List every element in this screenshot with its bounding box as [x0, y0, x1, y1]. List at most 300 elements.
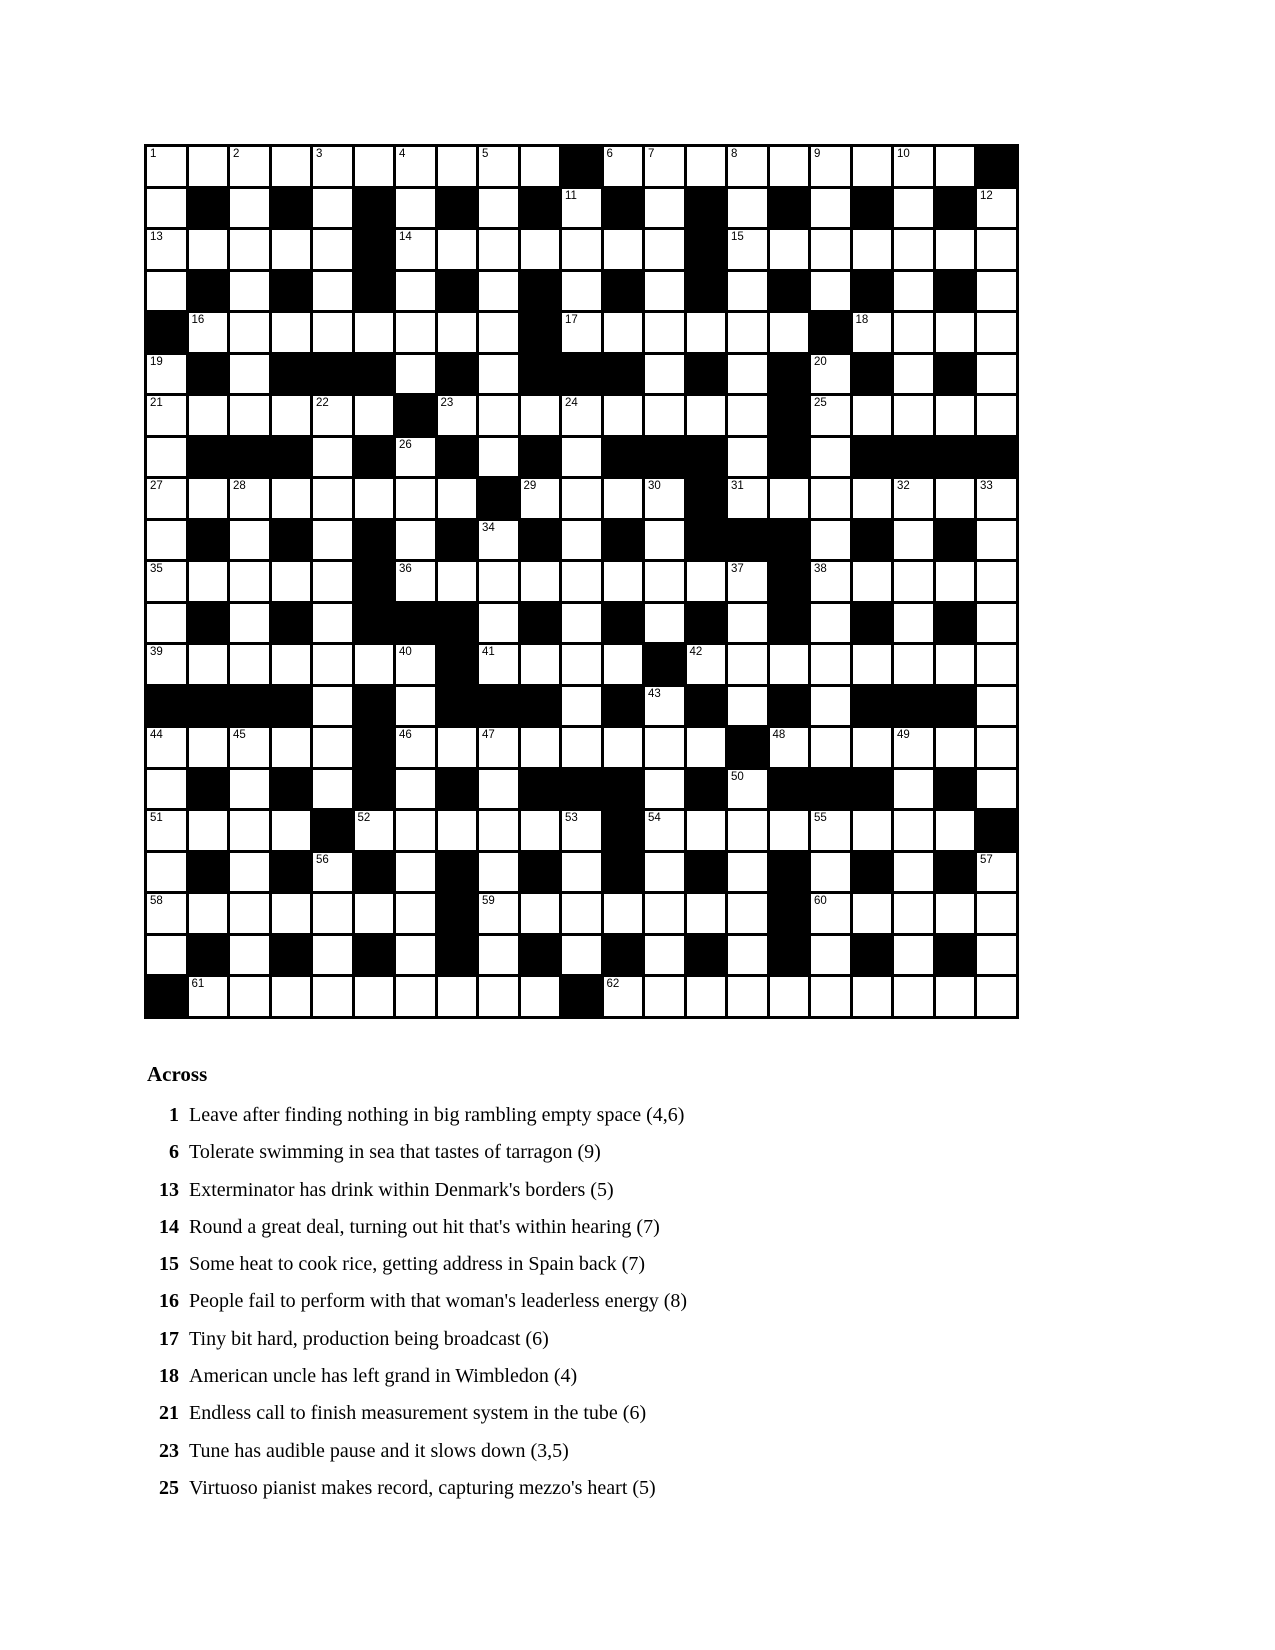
- grid-cell[interactable]: [853, 728, 892, 767]
- grid-cell[interactable]: [562, 479, 601, 518]
- grid-cell[interactable]: [811, 728, 850, 767]
- grid-cell[interactable]: [147, 230, 186, 269]
- grid-cell[interactable]: [396, 147, 435, 186]
- grid-cell[interactable]: [147, 562, 186, 601]
- grid-cell[interactable]: [313, 977, 352, 1016]
- grid-cell[interactable]: [894, 230, 933, 269]
- grid-cell[interactable]: [147, 189, 186, 228]
- grid-cell[interactable]: [479, 521, 518, 560]
- grid-cell[interactable]: [811, 521, 850, 560]
- grid-cell[interactable]: [811, 438, 850, 477]
- grid-cell[interactable]: [272, 230, 311, 269]
- grid-cell[interactable]: [977, 230, 1016, 269]
- grid-cell[interactable]: [811, 604, 850, 643]
- grid-cell[interactable]: [521, 562, 560, 601]
- grid-cell[interactable]: [479, 272, 518, 311]
- grid-cell[interactable]: [147, 479, 186, 518]
- grid-cell[interactable]: [230, 604, 269, 643]
- grid-cell[interactable]: [479, 894, 518, 933]
- grid-cell[interactable]: [189, 645, 228, 684]
- grid-cell[interactable]: [396, 355, 435, 394]
- grid-cell[interactable]: [189, 562, 228, 601]
- grid-cell[interactable]: [355, 977, 394, 1016]
- grid-cell[interactable]: [396, 853, 435, 892]
- grid-cell[interactable]: [977, 977, 1016, 1016]
- grid-cell[interactable]: [396, 313, 435, 352]
- grid-cell[interactable]: [687, 728, 726, 767]
- grid-cell[interactable]: [313, 272, 352, 311]
- grid-cell[interactable]: [521, 728, 560, 767]
- grid-cell[interactable]: [894, 936, 933, 975]
- grid-cell[interactable]: [936, 396, 975, 435]
- grid-cell[interactable]: [894, 355, 933, 394]
- grid-cell[interactable]: [355, 811, 394, 850]
- grid-cell[interactable]: [479, 770, 518, 809]
- grid-cell[interactable]: [396, 894, 435, 933]
- grid-cell[interactable]: [811, 977, 850, 1016]
- grid-cell[interactable]: [521, 894, 560, 933]
- grid-cell[interactable]: [894, 313, 933, 352]
- grid-cell[interactable]: [770, 230, 809, 269]
- grid-cell[interactable]: [977, 853, 1016, 892]
- grid-cell[interactable]: [313, 645, 352, 684]
- grid-cell[interactable]: [853, 977, 892, 1016]
- grid-cell[interactable]: [562, 272, 601, 311]
- grid-cell[interactable]: [811, 811, 850, 850]
- grid-cell[interactable]: [479, 230, 518, 269]
- grid-cell[interactable]: [521, 147, 560, 186]
- grid-cell[interactable]: [479, 562, 518, 601]
- grid-cell[interactable]: [521, 230, 560, 269]
- grid-cell[interactable]: [562, 438, 601, 477]
- grid-cell[interactable]: [604, 396, 643, 435]
- grid-cell[interactable]: [687, 562, 726, 601]
- grid-cell[interactable]: [687, 313, 726, 352]
- grid-cell[interactable]: [313, 230, 352, 269]
- grid-cell[interactable]: [313, 521, 352, 560]
- grid-cell[interactable]: [562, 521, 601, 560]
- grid-cell[interactable]: [811, 562, 850, 601]
- grid-cell[interactable]: [604, 728, 643, 767]
- grid-cell[interactable]: [521, 977, 560, 1016]
- grid-cell[interactable]: [977, 521, 1016, 560]
- grid-cell[interactable]: [728, 811, 767, 850]
- grid-cell[interactable]: [396, 189, 435, 228]
- grid-cell[interactable]: [811, 272, 850, 311]
- grid-cell[interactable]: [894, 811, 933, 850]
- grid-cell[interactable]: [272, 728, 311, 767]
- grid-cell[interactable]: [894, 479, 933, 518]
- grid-cell[interactable]: [604, 645, 643, 684]
- grid-cell[interactable]: [355, 313, 394, 352]
- grid-cell[interactable]: [396, 272, 435, 311]
- grid-cell[interactable]: [479, 853, 518, 892]
- grid-cell[interactable]: [687, 811, 726, 850]
- grid-cell[interactable]: [562, 604, 601, 643]
- grid-cell[interactable]: [728, 479, 767, 518]
- grid-cell[interactable]: [313, 936, 352, 975]
- grid-cell[interactable]: [272, 479, 311, 518]
- grid-cell[interactable]: [479, 604, 518, 643]
- grid-cell[interactable]: [894, 728, 933, 767]
- grid-cell[interactable]: [438, 396, 477, 435]
- grid-cell[interactable]: [645, 189, 684, 228]
- grid-cell[interactable]: [853, 894, 892, 933]
- grid-cell[interactable]: [604, 230, 643, 269]
- grid-cell[interactable]: [147, 438, 186, 477]
- grid-cell[interactable]: [147, 645, 186, 684]
- grid-cell[interactable]: [936, 894, 975, 933]
- grid-cell[interactable]: [894, 189, 933, 228]
- grid-cell[interactable]: [645, 811, 684, 850]
- grid-cell[interactable]: [728, 355, 767, 394]
- grid-cell[interactable]: [438, 562, 477, 601]
- grid-cell[interactable]: [645, 977, 684, 1016]
- grid-cell[interactable]: [811, 147, 850, 186]
- grid-cell[interactable]: [604, 977, 643, 1016]
- grid-cell[interactable]: [230, 936, 269, 975]
- grid-cell[interactable]: [230, 147, 269, 186]
- grid-cell[interactable]: [230, 770, 269, 809]
- grid-cell[interactable]: [977, 355, 1016, 394]
- grid-cell[interactable]: [811, 853, 850, 892]
- grid-cell[interactable]: [562, 645, 601, 684]
- grid-cell[interactable]: [396, 811, 435, 850]
- grid-cell[interactable]: [230, 313, 269, 352]
- grid-cell[interactable]: [272, 313, 311, 352]
- grid-cell[interactable]: [189, 230, 228, 269]
- grid-cell[interactable]: [936, 230, 975, 269]
- grid-cell[interactable]: [977, 770, 1016, 809]
- grid-cell[interactable]: [645, 562, 684, 601]
- grid-cell[interactable]: [770, 645, 809, 684]
- grid-cell[interactable]: [645, 396, 684, 435]
- grid-cell[interactable]: [894, 396, 933, 435]
- grid-cell[interactable]: [645, 894, 684, 933]
- grid-cell[interactable]: [811, 396, 850, 435]
- grid-cell[interactable]: [147, 811, 186, 850]
- grid-cell[interactable]: [521, 645, 560, 684]
- grid-cell[interactable]: [230, 479, 269, 518]
- grid-cell[interactable]: [604, 894, 643, 933]
- grid-cell[interactable]: [562, 728, 601, 767]
- grid-cell[interactable]: [313, 189, 352, 228]
- grid-cell[interactable]: [936, 728, 975, 767]
- grid-cell[interactable]: [230, 562, 269, 601]
- grid-cell[interactable]: [438, 230, 477, 269]
- grid-cell[interactable]: [728, 189, 767, 228]
- grid-cell[interactable]: [313, 728, 352, 767]
- grid-cell[interactable]: [313, 853, 352, 892]
- grid-cell[interactable]: [645, 313, 684, 352]
- grid-cell[interactable]: [936, 645, 975, 684]
- grid-cell[interactable]: [230, 521, 269, 560]
- grid-cell[interactable]: [936, 811, 975, 850]
- grid-cell[interactable]: [479, 147, 518, 186]
- grid-cell[interactable]: [894, 770, 933, 809]
- grid-cell[interactable]: [645, 936, 684, 975]
- grid-cell[interactable]: [313, 313, 352, 352]
- grid-cell[interactable]: [977, 936, 1016, 975]
- grid-cell[interactable]: [811, 230, 850, 269]
- grid-cell[interactable]: [313, 438, 352, 477]
- grid-cell[interactable]: [728, 936, 767, 975]
- grid-cell[interactable]: [936, 313, 975, 352]
- grid-cell[interactable]: [272, 645, 311, 684]
- grid-cell[interactable]: [894, 562, 933, 601]
- grid-cell[interactable]: [687, 645, 726, 684]
- grid-cell[interactable]: [977, 396, 1016, 435]
- grid-cell[interactable]: [230, 189, 269, 228]
- grid-cell[interactable]: [853, 147, 892, 186]
- grid-cell[interactable]: [521, 479, 560, 518]
- grid-cell[interactable]: [687, 977, 726, 1016]
- grid-cell[interactable]: [645, 687, 684, 726]
- grid-cell[interactable]: [230, 272, 269, 311]
- grid-cell[interactable]: [396, 562, 435, 601]
- grid-cell[interactable]: [645, 479, 684, 518]
- grid-cell[interactable]: [604, 479, 643, 518]
- grid-cell[interactable]: [521, 396, 560, 435]
- grid-cell[interactable]: [728, 770, 767, 809]
- grid-cell[interactable]: [355, 894, 394, 933]
- grid-cell[interactable]: [728, 230, 767, 269]
- grid-cell[interactable]: [438, 147, 477, 186]
- grid-cell[interactable]: [479, 811, 518, 850]
- grid-cell[interactable]: [147, 355, 186, 394]
- grid-cell[interactable]: [189, 147, 228, 186]
- grid-cell[interactable]: [562, 936, 601, 975]
- grid-cell[interactable]: [770, 977, 809, 1016]
- grid-cell[interactable]: [479, 355, 518, 394]
- grid-cell[interactable]: [147, 521, 186, 560]
- grid-cell[interactable]: [728, 272, 767, 311]
- grid-cell[interactable]: [562, 230, 601, 269]
- grid-cell[interactable]: [770, 147, 809, 186]
- grid-cell[interactable]: [977, 189, 1016, 228]
- grid-cell[interactable]: [147, 936, 186, 975]
- grid-cell[interactable]: [728, 977, 767, 1016]
- grid-cell[interactable]: [645, 853, 684, 892]
- grid-cell[interactable]: [313, 562, 352, 601]
- grid-cell[interactable]: [562, 811, 601, 850]
- grid-cell[interactable]: [894, 853, 933, 892]
- grid-cell[interactable]: [894, 272, 933, 311]
- grid-cell[interactable]: [687, 396, 726, 435]
- grid-cell[interactable]: [189, 396, 228, 435]
- grid-cell[interactable]: [396, 728, 435, 767]
- grid-cell[interactable]: [728, 604, 767, 643]
- grid-cell[interactable]: [396, 977, 435, 1016]
- grid-cell[interactable]: [479, 396, 518, 435]
- grid-cell[interactable]: [396, 438, 435, 477]
- grid-cell[interactable]: [479, 313, 518, 352]
- grid-cell[interactable]: [811, 687, 850, 726]
- grid-cell[interactable]: [230, 811, 269, 850]
- grid-cell[interactable]: [230, 853, 269, 892]
- grid-cell[interactable]: [230, 645, 269, 684]
- grid-cell[interactable]: [604, 562, 643, 601]
- grid-cell[interactable]: [645, 355, 684, 394]
- grid-cell[interactable]: [687, 147, 726, 186]
- grid-cell[interactable]: [479, 438, 518, 477]
- grid-cell[interactable]: [396, 479, 435, 518]
- grid-cell[interactable]: [479, 977, 518, 1016]
- grid-cell[interactable]: [272, 562, 311, 601]
- grid-cell[interactable]: [313, 147, 352, 186]
- grid-cell[interactable]: [728, 396, 767, 435]
- grid-cell[interactable]: [562, 189, 601, 228]
- grid-cell[interactable]: [894, 521, 933, 560]
- grid-cell[interactable]: [853, 230, 892, 269]
- grid-cell[interactable]: [977, 272, 1016, 311]
- grid-cell[interactable]: [562, 853, 601, 892]
- grid-cell[interactable]: [189, 728, 228, 767]
- grid-cell[interactable]: [770, 313, 809, 352]
- grid-cell[interactable]: [853, 562, 892, 601]
- grid-cell[interactable]: [562, 894, 601, 933]
- grid-cell[interactable]: [438, 479, 477, 518]
- grid-cell[interactable]: [894, 645, 933, 684]
- grid-cell[interactable]: [396, 770, 435, 809]
- grid-cell[interactable]: [313, 687, 352, 726]
- grid-cell[interactable]: [272, 894, 311, 933]
- grid-cell[interactable]: [396, 645, 435, 684]
- grid-cell[interactable]: [272, 811, 311, 850]
- grid-cell[interactable]: [147, 604, 186, 643]
- grid-cell[interactable]: [147, 728, 186, 767]
- grid-cell[interactable]: [272, 396, 311, 435]
- grid-cell[interactable]: [853, 313, 892, 352]
- grid-cell[interactable]: [230, 977, 269, 1016]
- grid-cell[interactable]: [604, 147, 643, 186]
- grid-cell[interactable]: [770, 479, 809, 518]
- grid-cell[interactable]: [355, 147, 394, 186]
- grid-cell[interactable]: [977, 728, 1016, 767]
- grid-cell[interactable]: [811, 894, 850, 933]
- grid-cell[interactable]: [687, 894, 726, 933]
- grid-cell[interactable]: [728, 438, 767, 477]
- grid-cell[interactable]: [894, 894, 933, 933]
- grid-cell[interactable]: [313, 604, 352, 643]
- grid-cell[interactable]: [853, 396, 892, 435]
- grid-cell[interactable]: [853, 811, 892, 850]
- grid-cell[interactable]: [562, 396, 601, 435]
- grid-cell[interactable]: [894, 147, 933, 186]
- grid-cell[interactable]: [230, 355, 269, 394]
- grid-cell[interactable]: [977, 604, 1016, 643]
- grid-cell[interactable]: [977, 562, 1016, 601]
- grid-cell[interactable]: [272, 977, 311, 1016]
- grid-cell[interactable]: [728, 853, 767, 892]
- grid-cell[interactable]: [645, 728, 684, 767]
- grid-cell[interactable]: [645, 272, 684, 311]
- grid-cell[interactable]: [313, 479, 352, 518]
- grid-cell[interactable]: [479, 645, 518, 684]
- grid-cell[interactable]: [355, 396, 394, 435]
- grid-cell[interactable]: [728, 562, 767, 601]
- grid-cell[interactable]: [147, 853, 186, 892]
- grid-cell[interactable]: [479, 189, 518, 228]
- grid-cell[interactable]: [811, 355, 850, 394]
- grid-cell[interactable]: [645, 147, 684, 186]
- grid-cell[interactable]: [313, 396, 352, 435]
- grid-cell[interactable]: [230, 894, 269, 933]
- grid-cell[interactable]: [894, 977, 933, 1016]
- grid-cell[interactable]: [728, 645, 767, 684]
- grid-cell[interactable]: [645, 521, 684, 560]
- grid-cell[interactable]: [853, 645, 892, 684]
- grid-cell[interactable]: [811, 936, 850, 975]
- grid-cell[interactable]: [313, 894, 352, 933]
- grid-cell[interactable]: [230, 728, 269, 767]
- grid-cell[interactable]: [396, 230, 435, 269]
- grid-cell[interactable]: [645, 770, 684, 809]
- grid-cell[interactable]: [770, 811, 809, 850]
- grid-cell[interactable]: [355, 479, 394, 518]
- grid-cell[interactable]: [355, 645, 394, 684]
- grid-cell[interactable]: [189, 977, 228, 1016]
- grid-cell[interactable]: [438, 728, 477, 767]
- grid-cell[interactable]: [853, 479, 892, 518]
- grid-cell[interactable]: [147, 396, 186, 435]
- grid-cell[interactable]: [936, 479, 975, 518]
- grid-cell[interactable]: [396, 936, 435, 975]
- grid-cell[interactable]: [230, 230, 269, 269]
- grid-cell[interactable]: [189, 313, 228, 352]
- grid-cell[interactable]: [894, 604, 933, 643]
- grid-cell[interactable]: [936, 977, 975, 1016]
- grid-cell[interactable]: [189, 811, 228, 850]
- grid-cell[interactable]: [977, 313, 1016, 352]
- grid-cell[interactable]: [936, 147, 975, 186]
- grid-cell[interactable]: [438, 313, 477, 352]
- grid-cell[interactable]: [562, 687, 601, 726]
- grid-cell[interactable]: [438, 811, 477, 850]
- grid-cell[interactable]: [977, 894, 1016, 933]
- grid-cell[interactable]: [770, 728, 809, 767]
- grid-cell[interactable]: [521, 811, 560, 850]
- grid-cell[interactable]: [811, 189, 850, 228]
- grid-cell[interactable]: [728, 894, 767, 933]
- grid-cell[interactable]: [562, 562, 601, 601]
- grid-cell[interactable]: [645, 230, 684, 269]
- grid-cell[interactable]: [728, 147, 767, 186]
- grid-cell[interactable]: [977, 687, 1016, 726]
- grid-cell[interactable]: [396, 687, 435, 726]
- grid-cell[interactable]: [230, 396, 269, 435]
- grid-cell[interactable]: [479, 728, 518, 767]
- grid-cell[interactable]: [147, 272, 186, 311]
- grid-cell[interactable]: [438, 977, 477, 1016]
- grid-cell[interactable]: [977, 479, 1016, 518]
- grid-cell[interactable]: [645, 604, 684, 643]
- grid-cell[interactable]: [272, 147, 311, 186]
- grid-cell[interactable]: [147, 894, 186, 933]
- grid-cell[interactable]: [728, 687, 767, 726]
- grid-cell[interactable]: [147, 770, 186, 809]
- grid-cell[interactable]: [396, 521, 435, 560]
- grid-cell[interactable]: [728, 313, 767, 352]
- grid-cell[interactable]: [562, 313, 601, 352]
- grid-cell[interactable]: [189, 894, 228, 933]
- grid-cell[interactable]: [604, 313, 643, 352]
- grid-cell[interactable]: [479, 936, 518, 975]
- grid-cell[interactable]: [936, 562, 975, 601]
- grid-cell[interactable]: [811, 645, 850, 684]
- grid-cell[interactable]: [147, 147, 186, 186]
- grid-cell[interactable]: [189, 479, 228, 518]
